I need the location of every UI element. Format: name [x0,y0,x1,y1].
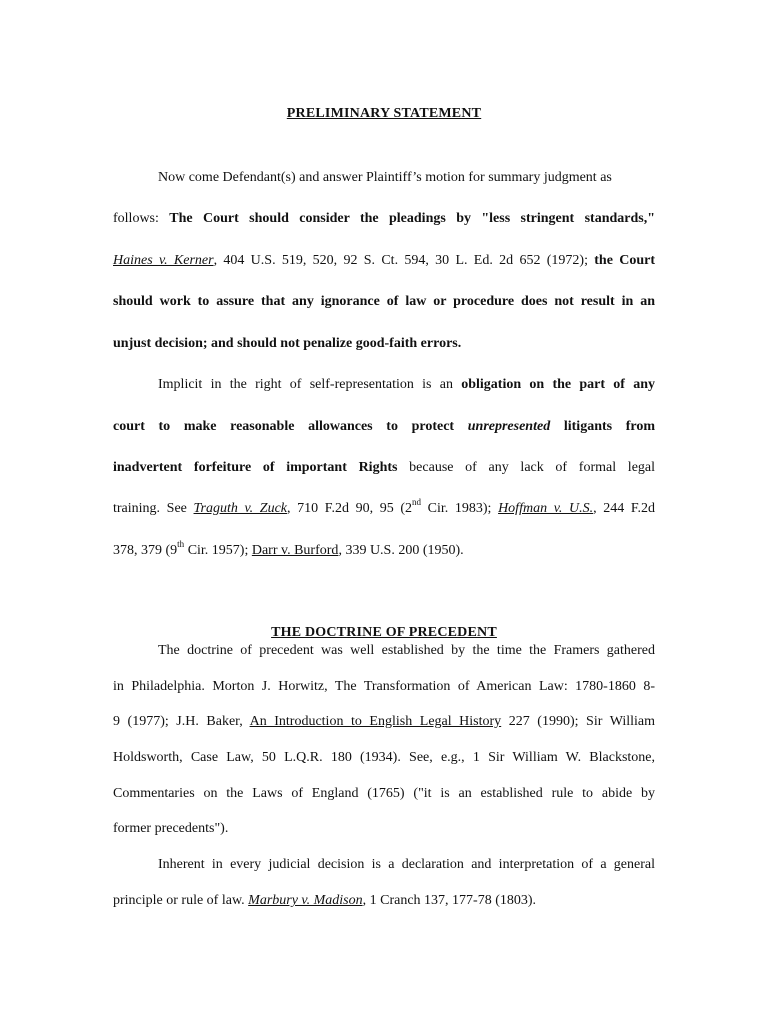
p2-see: training. See [113,501,187,516]
p3-line-6: former precedents"). [113,821,229,836]
p4-line-1: Inherent in every judicial decision is a declaration and interpretation of a general [158,857,655,872]
p2-obligation: obligation on the part of any [461,377,655,392]
p1-the-court: the Court [594,253,655,268]
p2-line-1 [158,376,655,394]
p2-line-3 [113,459,655,477]
case-traguth-v-zuck: Traguth v. Zuck [193,501,288,516]
heading-doctrine-of-precedent: THE DOCTRINE OF PRECEDENT [271,625,497,640]
p2-hoffman-cite [498,501,655,516]
case-marbury-v-madison: Marbury v. Madison [248,893,363,908]
p2-line-2 [113,418,655,436]
p1-haines-citation: , 404 U.S. 519, 520, 92 S. Ct. 594, 30 L. Ed. 2d 652 (1972); [213,253,588,268]
p2-lack-training: because of any lack of formal legal [409,460,656,475]
p2-litigants: litigants from [563,419,656,434]
p1-line-4: should work to assure that any ignorance of law or procedure does not result in an [113,294,655,309]
p2-darr-citation: , 339 U.S. 200 (1950). [338,543,464,558]
p1-line-1: Now come Defendant(s) and answer Plaintiff’s motion for summary judgment as [158,170,612,185]
p2-378: 378, 379 (9 [113,543,178,558]
p3-line-1: The doctrine of precedent was well established by the time the Framers gathered [158,643,655,658]
p2-line-4 [113,497,656,518]
p2-traguth-citation: , 710 F.2d 90, 95 (2 [287,501,412,516]
p3-line-5: Commentaries on the Laws of England (1765) ("it is an established rule to abide by [113,786,655,801]
p1-line-3 [113,252,655,270]
p2-cir-1957: Cir. 1957); [184,543,249,558]
p1-court-standard: The Court should consider the pleadings by "less stringent standards," [169,211,655,226]
p4-principle: principle or rule of law. [113,893,245,908]
p2-allowances: court to make reasonable allowances to protect [113,419,455,434]
p3-baker: 9 (1977); J.H. Baker, [113,714,243,729]
p2-line-5 [113,539,655,560]
p2-traguth-cir: Cir. 1983); [421,501,492,516]
p2-sup-th: th [177,539,185,550]
p1-line-3-text [113,253,588,268]
p1-line-5: unjust decision; and should not penalize good-faith errors. [113,336,462,351]
p3-line-3 [113,713,655,731]
p2-implicit: Implicit in the right of self-representation is an [158,377,453,392]
p3-line-4: Holdsworth, Case Law, 50 L.Q.R. 180 (1934). See, e.g., 1 Sir William W. Blackstone, [113,750,655,765]
case-hoffman-v-us: Hoffman v. U.S. [498,501,594,516]
p1-follows: follows: [113,211,159,226]
p4-line-2 [113,892,655,910]
case-haines-v-kerner: Haines v. Kerner [113,253,214,268]
p3-227: 227 (1990); Sir William [508,714,656,729]
p2-hoffman-citation: , 244 F.2d [593,501,656,516]
p1-line-2 [113,210,655,228]
p2-traguth-cite [193,497,492,516]
heading-preliminary-statement: PRELIMINARY STATEMENT [286,106,482,121]
case-darr-v-burford: Darr v. Burford [251,543,339,558]
p4-marbury-citation: , 1 Cranch 137, 177-78 (1803). [362,893,537,908]
p3-line-2: in Philadelphia. Morton J. Horwitz, The Transformation of American Law: 1780-1860 8- [113,679,655,694]
book-english-legal-history: An Introduction to English Legal History [249,714,502,729]
p2-sup-nd: nd [412,497,421,508]
p2-unrepresented: unrepresented [467,419,551,434]
p2-forfeiture: inadvertent forfeiture of important Rights [113,460,398,475]
